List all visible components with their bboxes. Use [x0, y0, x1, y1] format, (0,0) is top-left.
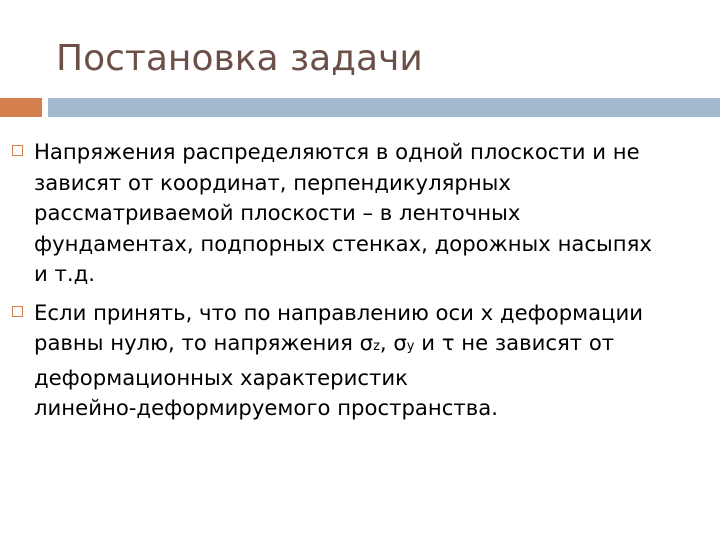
bullet-line: Если принять, что по направлению оси х деформации — [34, 299, 644, 325]
text-fragment: равны нулю, то напряжения σ — [34, 330, 374, 355]
bullet-item — [12, 137, 712, 290]
subscript: y — [406, 339, 415, 354]
bullet-line: фундаментах, подпорных стенках, дорожных насыпях — [34, 230, 652, 256]
bullet-line: рассматриваемой плоскости – в ленточных — [34, 200, 521, 225]
square-bullet-icon — [12, 306, 23, 317]
text-fragment: , σ — [379, 330, 407, 355]
bullet-line: деформационных характеристик — [34, 364, 408, 390]
text-fragment: и τ не зависят от — [414, 330, 615, 355]
bullet-line: Напряжения распределяются в одной плоскости и не — [34, 139, 640, 164]
bullet-line: зависят от координат, перпендикулярных — [34, 169, 511, 195]
accent-bar-orange — [0, 98, 42, 117]
bullet-item — [12, 298, 712, 424]
bullet-line-with-subscripts — [34, 328, 712, 363]
accent-bar-blue — [48, 98, 720, 117]
subscript: z — [373, 339, 380, 354]
bullet-line: линейно-деформируемого пространства. — [34, 395, 498, 420]
square-bullet-icon — [12, 145, 23, 156]
slide-body — [12, 137, 712, 432]
bullet-line: и т.д. — [34, 261, 95, 286]
slide-title: Постановка задачи — [56, 38, 423, 79]
